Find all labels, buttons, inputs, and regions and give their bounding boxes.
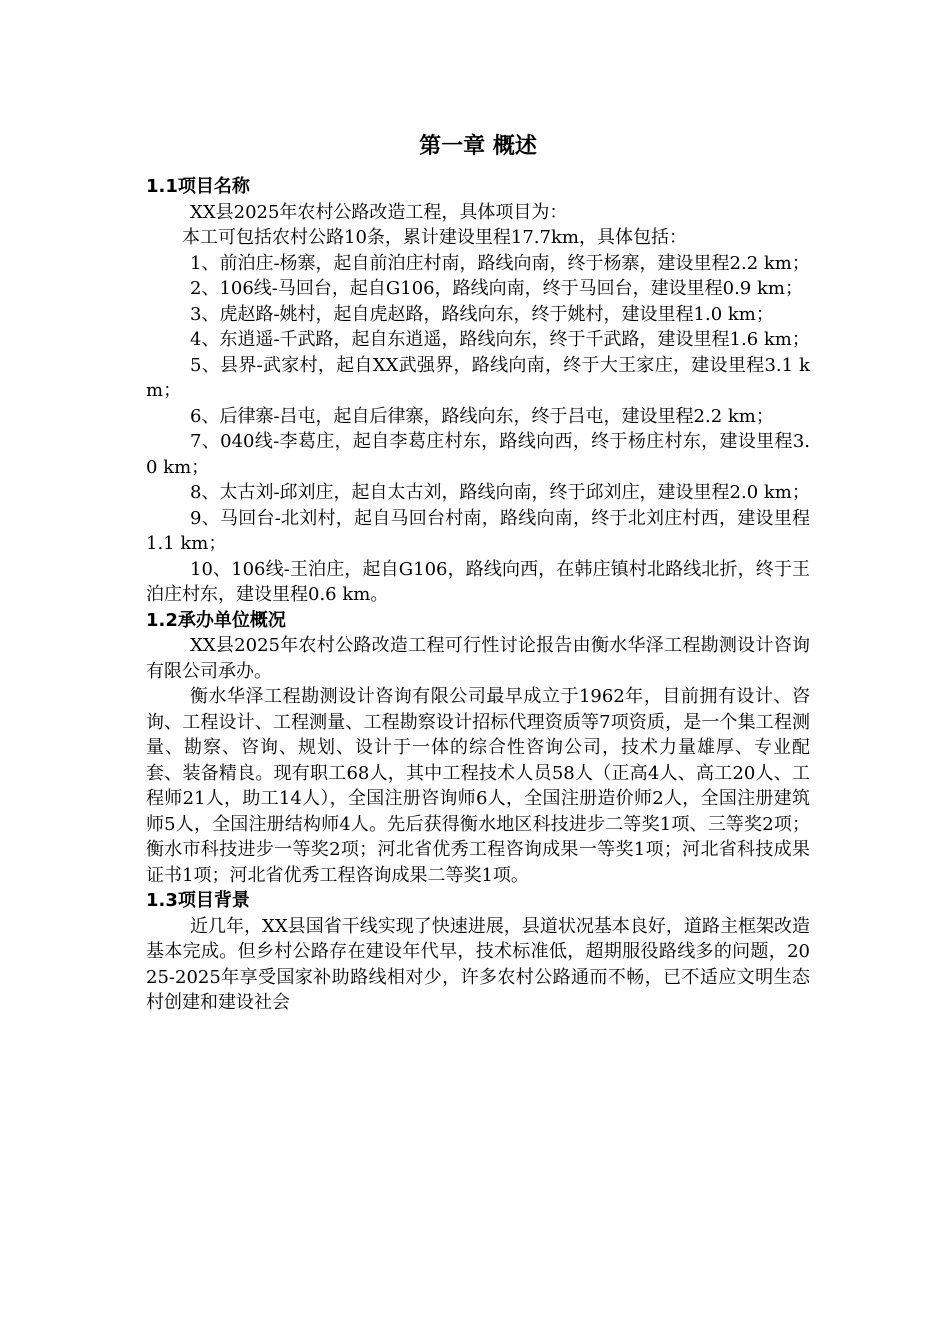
road-item: 6、后律寨-吕屯，起自后律寨，路线向东，终于吕屯，建设里程2.2 km； <box>190 405 774 427</box>
section-heading: 1.3项目背景 <box>146 890 250 911</box>
document-body <box>146 128 810 1016</box>
section-project-name <box>146 174 810 608</box>
road-item: 4、东逍遥-千武路，起自东逍遥，路线向东，终于千武路，建设里程1.6 km； <box>190 329 810 350</box>
paragraph: XX县2025年农村公路改造工程可行性讨论报告由衡水华泽工程勘测设计咨询有限公司承办。 <box>146 635 810 682</box>
paragraph: 本工可包括农村公路10条，累计建设里程17.7km，具体包括： <box>182 227 687 248</box>
road-item: 3、虎赵路-姚村，起自虎赵路，路线向东，终于姚村，建设里程1.0 km； <box>190 303 774 325</box>
road-item: 7、040线-李葛庄，起自李葛庄村东，路线向西，终于杨庄村东，建设里程3.0 km； <box>146 431 810 478</box>
paragraph: 衡水华泽工程勘测设计咨询有限公司最早成立于1962年，目前拥有设计、咨询、工程设计、工程测量、工程勘察设计招标代理资质等7项资质，是一个集工程测量、勘察、咨询、规划、设计于一体的综合性咨询公司，技术力量雄厚、专业配套、装备精良。现有职工68人，其中工程技术人员58人（正高4人、高工20人、工程师21人，助工14人），全国注册咨询师6人，全国注册造价师2人，全国注册建筑师5人，全国注册结构师4人。先后获得衡水地区科技进步二等奖1项、三等奖2项；衡水市科技进步一等奖2项；河北省优秀工程咨询成果一等奖1项；河北省科技成果证书1项；河北省优秀工程咨询成果二等奖1项。 <box>146 686 810 886</box>
section-organizer-overview <box>146 608 810 889</box>
road-item: 5、县界-武家村，起自XX武强界，路线向南，终于大王家庄，建设里程3.1 km； <box>146 354 810 401</box>
chapter-title: 第一章 概述 <box>419 134 537 159</box>
paragraph: XX县2025年农村公路改造工程，具体项目为： <box>190 201 568 223</box>
road-item: 2、106线-马回台，起自G106，路线向南，终于马回台，建设里程0.9 km； <box>190 278 803 299</box>
section-heading: 1.1项目名称 <box>146 176 250 197</box>
road-item: 10、106线-王泊庄，起自G106，路线向西，在韩庄镇村北路线北折，终于王泊庄村东，建设里程0.6 km。 <box>146 558 810 605</box>
road-item: 9、马回台-北刘村，起自马回台村南，路线向南，终于北刘庄村西，建设里程1.1 km； <box>146 507 810 554</box>
section-project-background <box>146 888 810 1016</box>
section-heading: 1.2承办单位概况 <box>146 609 286 631</box>
road-item: 1、前泊庄-杨寨，起自前泊庄村南，路线向南，终于杨寨，建设里程2.2 km； <box>190 252 810 274</box>
road-item: 8、太古刘-邱刘庄，起自太古刘，路线向南，终于邱刘庄，建设里程2.0 km； <box>190 482 810 503</box>
paragraph: 近几年，XX县国省干线实现了快速进展，县道状况基本良好，道路主框架改造基本完成。但乡村公路存在建设年代早，技术标准低，超期服役路线多的问题，2025-2025年享受国家补助路线相对少，许多农村公路通而不畅，已不适应文明生态村创建和建设社会 <box>146 915 810 1013</box>
